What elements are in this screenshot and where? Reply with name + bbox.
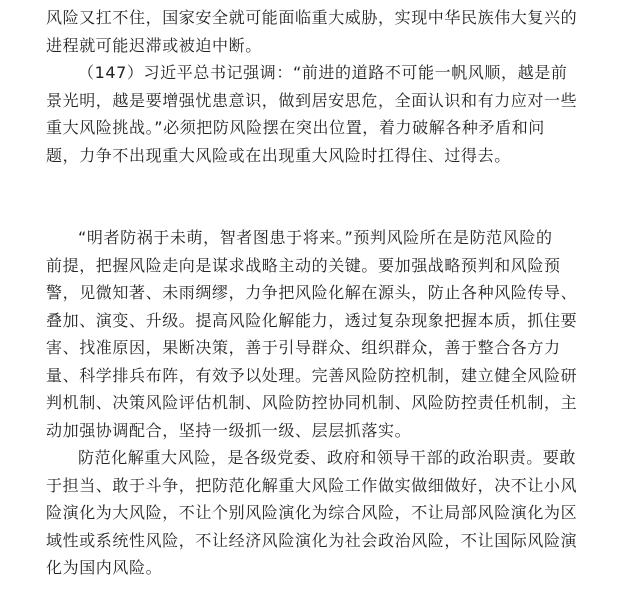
text-line: 防范化解重大风险，是各级党委、政府和领导干部的政治职责。要敢 — [78, 448, 577, 467]
paragraph-3 — [46, 224, 595, 444]
text-line: （147）习近平总书记强调：“前进的道路不可能一帆风顺，越是前 — [78, 63, 568, 82]
text-line: 动加强协调配合，坚持一级抓一级、层层抓落实。 — [46, 420, 412, 440]
text-line: 害、找准原因，果断决策，善于引导群众、组织群众，善于整合各方力 — [46, 338, 561, 357]
paragraph-spacer — [46, 169, 595, 224]
text-line: 景光明，越是要增强忧患意识，做到居安思危，全面认识和有力应对一些 — [46, 90, 578, 110]
text-line: 重大风险挑战。”必须把防风险摆在突出位置，着力破解各种矛盾和问 — [46, 118, 545, 137]
text-line: “明者防祸于未萌，智者图患于将来。”预判风险所在是防范风险的 — [78, 228, 553, 247]
text-line: 域性或系统性风险，不让经济风险演化为社会政治风险，不让国际风险演 — [46, 530, 578, 550]
text-line: 警，见微知著、未雨绸缪，力争把风险化解在源头，防止各种风险传导、 — [46, 283, 578, 302]
text-line: 判机制、决策风险评估机制、风险防控协同机制、风险防控责任机制，主 — [46, 393, 578, 412]
text-line: 叠加、演变、升级。提高风险化解能力，透过复杂现象把握本质，抓住要 — [46, 310, 578, 330]
paragraph-1 — [46, 4, 595, 59]
text-line: 险演化为大风险，不让个别风险演化为综合风险，不让局部风险演化为区 — [46, 503, 578, 522]
text-line: 化为国内风险。 — [46, 558, 163, 577]
paragraph-2 — [46, 59, 595, 169]
paragraph-4 — [46, 444, 595, 582]
text-line: 量、科学排兵布阵，有效予以处理。完善风险防控机制，建立健全风险研 — [46, 365, 578, 385]
text-line: 前提，把握风险走向是谋求战略主动的关键。要加强战略预判和风险预 — [46, 255, 561, 275]
text-line: 风险又扛不住，国家安全就可能面临重大威胁，实现中华民族伟大复兴的 — [46, 8, 578, 27]
text-line: 题，力争不出现重大风险或在出现重大风险时扛得住、过得去。 — [46, 145, 511, 165]
text-line: 于担当、敢于斗争，把防范化解重大风险工作做实做细做好，决不让小风 — [46, 475, 578, 495]
text-line: 进程就可能迟滞或被迫中断。 — [46, 35, 262, 55]
